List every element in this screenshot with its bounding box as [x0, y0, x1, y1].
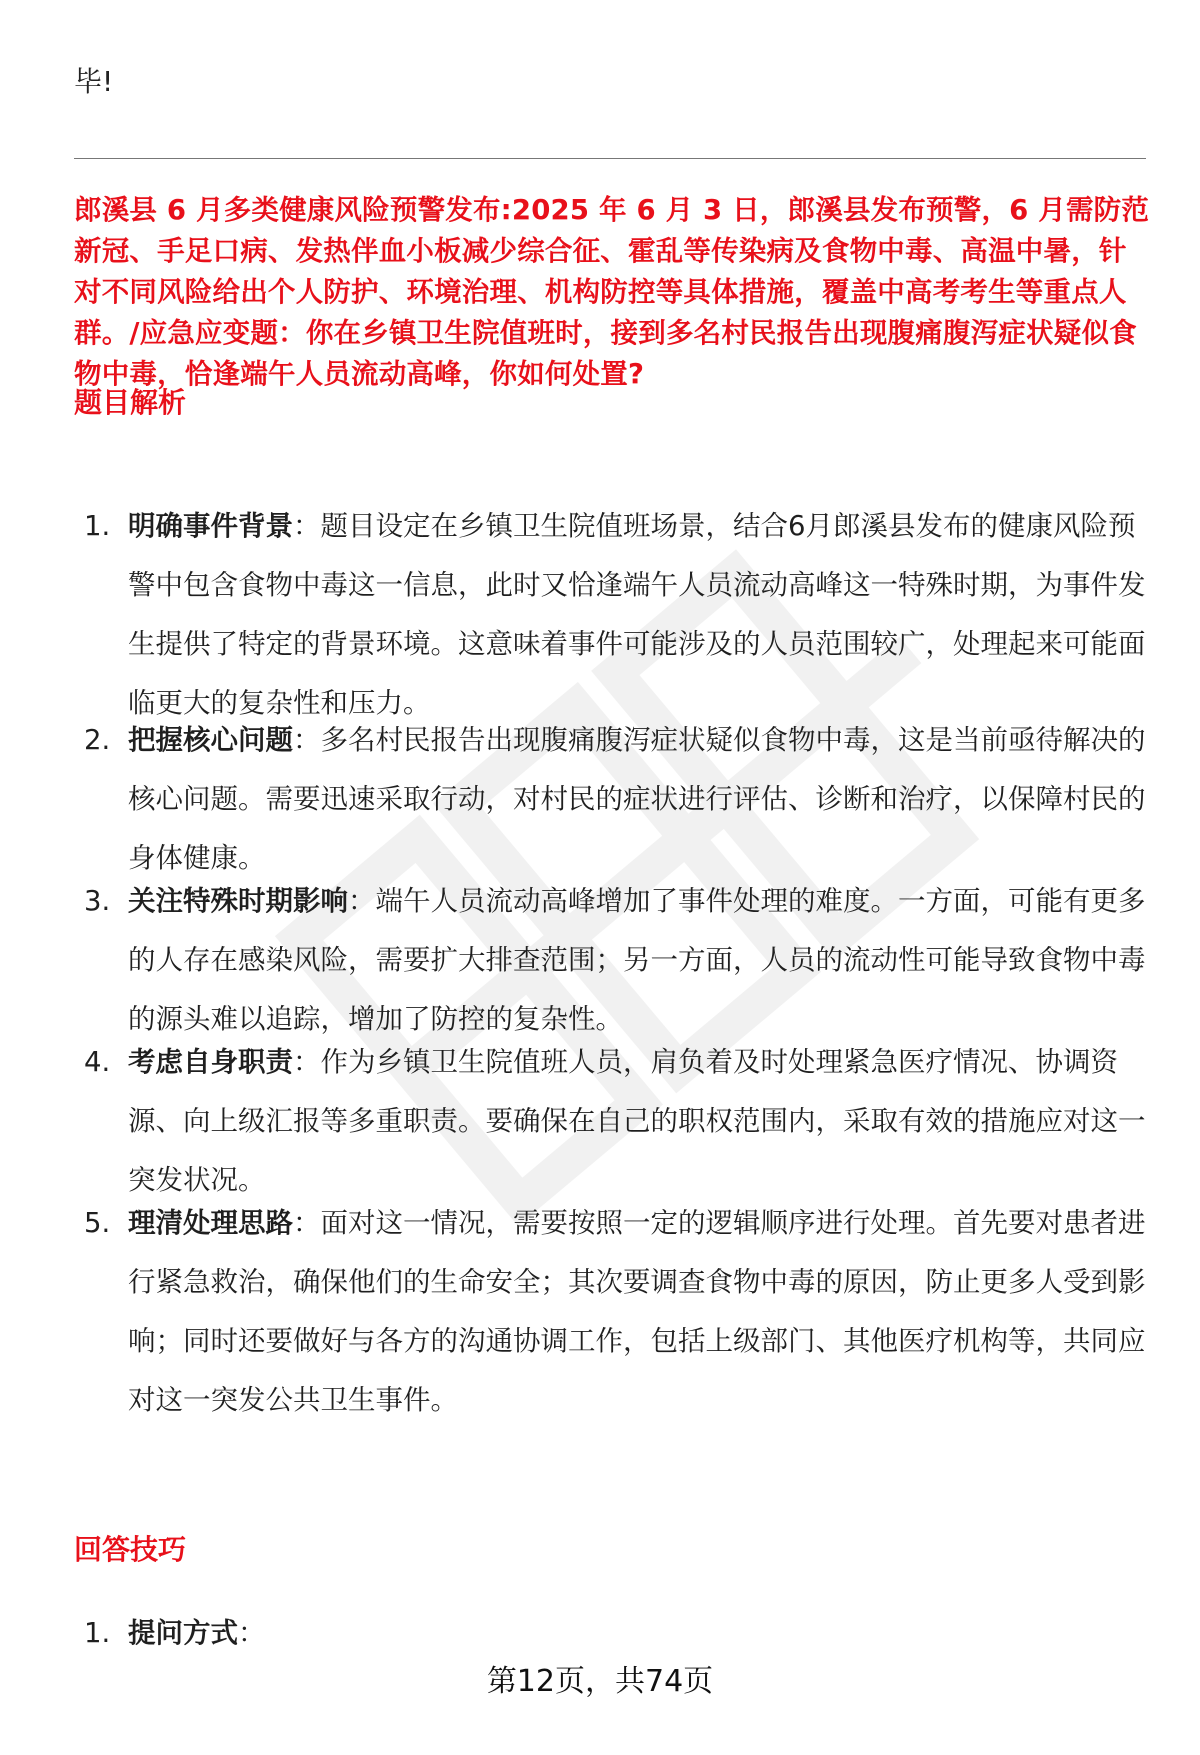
list-item — [74, 872, 1150, 1035]
analysis-heading: 题目解析 — [74, 386, 187, 419]
item-number: 1. — [84, 1617, 111, 1649]
item-text: ：端午人员流动高峰增加了事件处理的难度。一方面，可能有更多的人存在感染风险，需要扩大排查范围；另一方面，人员的流动性可能导致食物中毒的源头难以追踪，增加了防控的复杂性。 — [128, 885, 1146, 1035]
continued-text: 毕! — [74, 65, 114, 98]
item-text: ：面对这一情况，需要按照一定的逻辑顺序进行处理。首先要对患者进行紧急救治，确保他们的生命安全；其次要调查食物中毒的原因，防止更多人受到影响；同时还要做好与各方的沟通协调工作，包括上级部门、其他医疗机构等，共同应对这一突发公共卫生事件。 — [128, 1207, 1146, 1416]
divider — [74, 158, 1146, 159]
list-item — [74, 1194, 1150, 1414]
item-keyword: 明确事件背景 — [128, 510, 293, 542]
item-keyword: 理清处理思路 — [128, 1207, 293, 1239]
item-number: 1. — [84, 510, 111, 542]
item-text: ： — [238, 1617, 266, 1649]
list-item — [74, 1604, 1150, 1663]
page-number: 第12页，共74页 — [486, 1664, 714, 1699]
list-item — [74, 1033, 1150, 1196]
item-number: 4. — [84, 1046, 111, 1078]
list-item — [74, 497, 1150, 719]
item-number: 2. — [84, 724, 111, 756]
item-keyword: 关注特殊时期影响 — [128, 885, 348, 917]
item-text: ：题目设定在乡镇卫生院值班场景，结合6月郎溪县发布的健康风险预警中包含食物中毒这一信息，此时又恰逢端午人员流动高峰这一特殊时期，为事件发生提供了特定的背景环境。这意味着事件可能涉及的人员范围较广，处理起来可能面临更大的复杂性和压力。 — [128, 510, 1146, 719]
question-text: 郎溪县 6 月多类健康风险预警发布:2025 年 6 月 3 日，郎溪县发布预警，6 月需防范新冠、手足口病、发热伴血小板减少综合征、霍乱等传染病及食物中毒、高温中暑，针对不同风险给出个人防护、环境治理、机构防控等具体措施，覆盖中高考考生等重点人群。/应急应变题：你在乡镇卫生院值班时，接到多名村民报告出现腹痛腹泻症状疑似食物中毒，恰逢端午人员流动高峰，你如何处置? — [74, 194, 1150, 390]
item-keyword: 提问方式 — [128, 1617, 238, 1649]
item-keyword: 考虑自身职责 — [128, 1046, 293, 1078]
item-number: 3. — [84, 885, 111, 917]
item-text: ：多名村民报告出现腹痛腹泻症状疑似食物中毒，这是当前亟待解决的核心问题。需要迅速采取行动，对村民的症状进行评估、诊断和治疗，以保障村民的身体健康。 — [128, 724, 1146, 874]
analysis-list — [74, 497, 1150, 1414]
tips-list — [74, 1604, 1150, 1663]
item-keyword: 把握核心问题 — [128, 724, 293, 756]
item-text: ：作为乡镇卫生院值班人员，肩负着及时处理紧急医疗情况、协调资源、向上级汇报等多重职责。要确保在自己的职权范围内，采取有效的措施应对这一突发状况。 — [128, 1046, 1146, 1196]
item-number: 5. — [84, 1207, 111, 1239]
tips-heading: 回答技巧 — [74, 1533, 187, 1566]
list-item — [74, 711, 1150, 874]
